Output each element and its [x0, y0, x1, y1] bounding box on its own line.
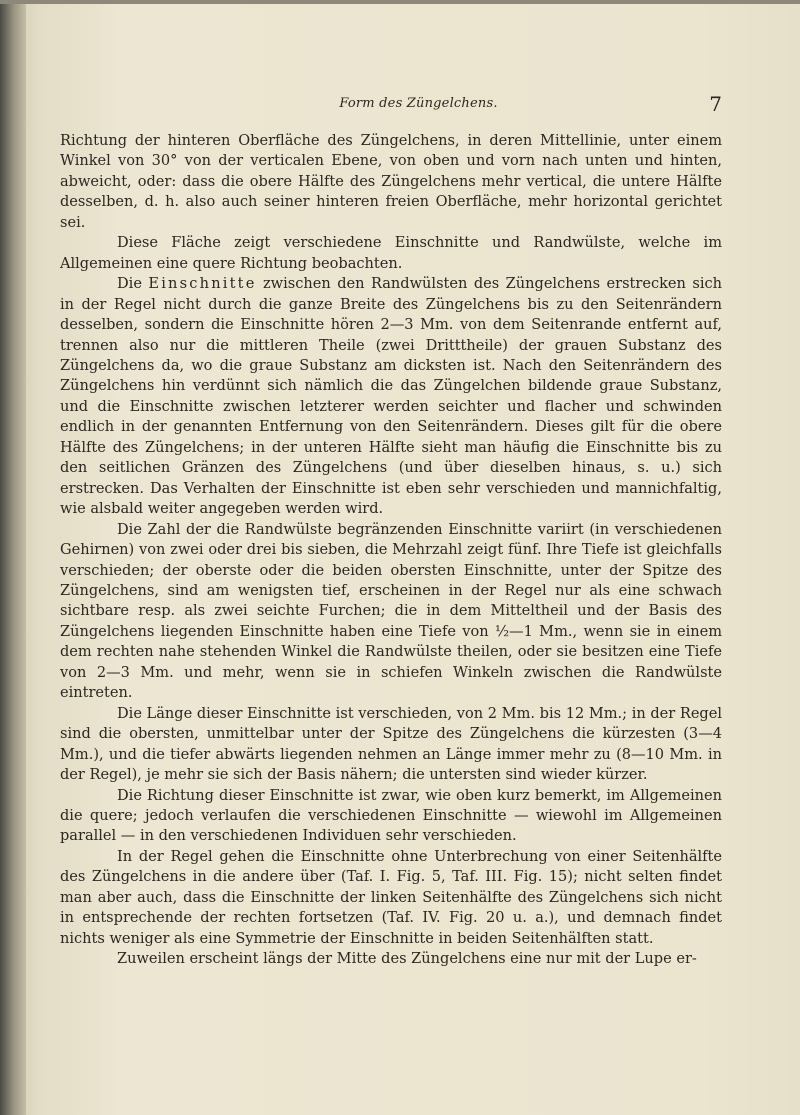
- page-top-edge: [0, 0, 800, 4]
- running-title: Form des Züngelchens.: [339, 96, 498, 111]
- paragraph-8: Zuweilen erscheint längs der Mitte des Züngelchens eine nur mit der Lupe er-: [117, 950, 697, 968]
- paragraph-1: Richtung der hinteren Oberfläche des Züngelchens, in deren Mittellinie, unter einem Winkel von 30° von der verticalen Ebene, von oben und vorn nach unten und hinten, abweicht, oder: dass die obere Hälfte des Züngelchens mehr vertical, die untere Hälfte desselben, d. h. also auch seiner hinteren freien Oberfläche, mehr horizontal gerichtet sei.: [60, 132, 722, 231]
- body-text: [60, 131, 722, 970]
- paragraph-6: Die Richtung dieser Einschnitte ist zwar, wie oben kurz bemerkt, im Allgemeinen die quere; jedoch verlaufen die verschiedenen Einschnitte — wiewohl im Allgemeinen parallel — in den verschiedenen Individuen sehr verschieden.: [60, 786, 722, 845]
- page-header: [60, 92, 722, 122]
- paragraph-3: [60, 274, 722, 519]
- paragraph-3-lead: Die: [117, 275, 149, 293]
- term-einschnitte: Einschnitte: [148, 275, 257, 293]
- paragraph-4: Die Zahl der die Randwülste begränzenden Einschnitte variirt (in verschiedenen Gehirnen) von zwei oder drei bis sieben, die Mehrzahl zeigt fünf. Ihre Tiefe ist gleichfalls verschieden; der oberste oder die beiden obersten Einschnitte, unter der Spitze des Züngelchens, sind am wenigsten tief, erscheinen in der Regel nur als eine schwach sichtbare resp. als zwei seichte Furchen; die in dem Mitteltheil und der Basis des Züngelchens liegenden Einschnitte haben eine Tiefe von ½—1 Mm., wenn sie in einem dem rechten nahe stehenden Winkel die Randwülste theilen, oder sie besitzen eine Tiefe von 2—3 Mm. und mehr, wenn sie in schiefen Winkeln zwischen die Randwülste eintreten.: [60, 520, 722, 702]
- paragraph-3-text: zwischen den Randwülsten des Züngelchens erstrecken sich in der Regel nicht durch die ganze Breite des Züngelchens bis zu den Seitenrändern desselben, sondern die Einschnitte hören 2—3 Mm. von dem Seitenrande entfernt auf, trennen also nur die mittleren Theile (zwei Dritttheile) der grauen Substanz des Züngelchens da, wo die graue Substanz am dicksten ist. Nach den Seitenrändern des Züngelchens hin verdünnt sich nämlich die das Züngelchen bildende graue Substanz, und die Einschnitte zwischen letzterer werden seichter und flacher und schwinden endlich in der genannten Entfernung von den Seitenrändern. Dieses gilt für die obere Hälfte des Züngelchens; in der unteren Hälfte sieht man häufig die Einschnitte bis zu den seitlichen Gränzen des Züngelchens (und über dieselben hinaus, s. u.) sich erstrecken. Das Verhalten der Einschnitte ist eben sehr verschieden und mannichfaltig, wie alsbald weiter angegeben werden wird.: [60, 275, 722, 518]
- paragraph-7: In der Regel gehen die Einschnitte ohne Unterbrechung von einer Seitenhälfte des Züngelchens in die andere über (Taf. I. Fig. 5, Taf. III. Fig. 15); nicht selten findet man aber auch, dass die Einschnitte der linken Seitenhälfte des Züngelchens sich nicht in entsprechende der rechten fortsetzen (Taf. IV. Fig. 20 u. a.), und demnach findet nichts weniger als eine Symmetrie der Einschnitte in beiden Seitenhälften statt.: [60, 847, 722, 947]
- paragraph-5: Die Länge dieser Einschnitte ist verschieden, von 2 Mm. bis 12 Mm.; in der Regel sind die obersten, unmittelbar unter der Spitze des Züngelchens die kürzesten (3—4 Mm.), und die tiefer abwärts liegenden nehmen an Länge immer mehr zu (8—10 Mm. in der Regel), je mehr sie sich der Basis nähern; die untersten sind wieder kürzer.: [60, 704, 722, 784]
- book-binding-edge: [0, 0, 26, 1115]
- page-number: 7: [709, 92, 722, 116]
- paragraph-2: Diese Fläche zeigt verschiedene Einschnitte und Randwülste, welche im Allgemeinen eine quere Richtung beobachten.: [60, 234, 722, 272]
